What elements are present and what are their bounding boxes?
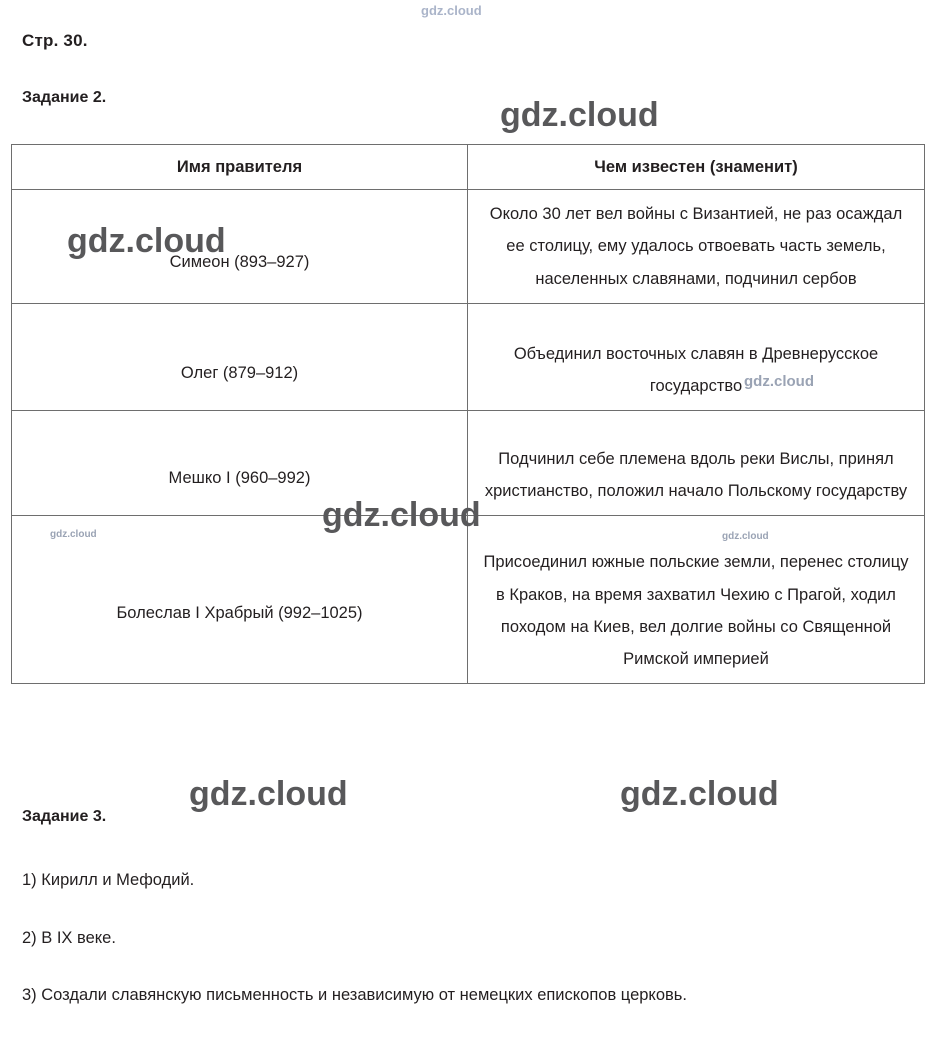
- table-row: [12, 190, 925, 304]
- table-body: [12, 190, 925, 684]
- watermark: gdz.cloud: [722, 531, 769, 542]
- column-header-fact: Чем известен (знаменит): [468, 145, 925, 190]
- cell-ruler-name: Олег (879–912): [12, 303, 468, 410]
- cell-ruler-name: Симеон (893–927): [12, 190, 468, 304]
- task-3-answer-1: 1) Кирилл и Мефодий.: [22, 871, 195, 889]
- cell-ruler-name: Болеслав I Храбрый (992–1025): [12, 516, 468, 684]
- table-row: [12, 303, 925, 410]
- page-number-label: Стр. 30.: [22, 31, 88, 50]
- task-3-answer-2: 2) В IX веке.: [22, 929, 116, 947]
- cell-ruler-name: Мешко I (960–992): [12, 411, 468, 516]
- watermark: gdz.cloud: [322, 496, 481, 534]
- task-3-heading: Задание 3.: [22, 808, 107, 825]
- table-header: [12, 145, 925, 190]
- cell-ruler-fact: Присоединил южные польские земли, перенес столицу в Краков, на время захватил Чехию с Прагой, ходил походом на Киев, вел долгие войны со Священной Римской империей: [468, 516, 925, 684]
- cell-ruler-fact: Объединил восточных славян в Древнерусское государство: [468, 303, 925, 410]
- column-header-name: Имя правителя: [12, 145, 468, 190]
- watermark: gdz.cloud: [50, 529, 97, 540]
- table-row: [12, 516, 925, 684]
- cell-ruler-fact: Подчинил себе племена вдоль реки Вислы, принял христианство, положил начало Польскому государству: [468, 411, 925, 516]
- task-2-heading: Задание 2.: [22, 89, 107, 106]
- watermark-top: gdz.cloud: [421, 3, 482, 18]
- watermark: gdz.cloud: [744, 373, 814, 390]
- cell-ruler-fact: Около 30 лет вел войны с Византией, не раз осаждал ее столицу, ему удалось отвоевать часть земель, населенных славянами, подчинил сербов: [468, 190, 925, 304]
- rulers-table: [11, 144, 925, 684]
- table-row: [12, 411, 925, 516]
- watermark: gdz.cloud: [500, 96, 659, 134]
- watermark: gdz.cloud: [189, 775, 348, 813]
- task-3-answer-3: 3) Создали славянскую письменность и независимую от немецких епископов церковь.: [22, 986, 687, 1004]
- watermark: gdz.cloud: [620, 775, 779, 813]
- watermark: gdz.cloud: [67, 222, 226, 260]
- table-header-row: [12, 145, 925, 190]
